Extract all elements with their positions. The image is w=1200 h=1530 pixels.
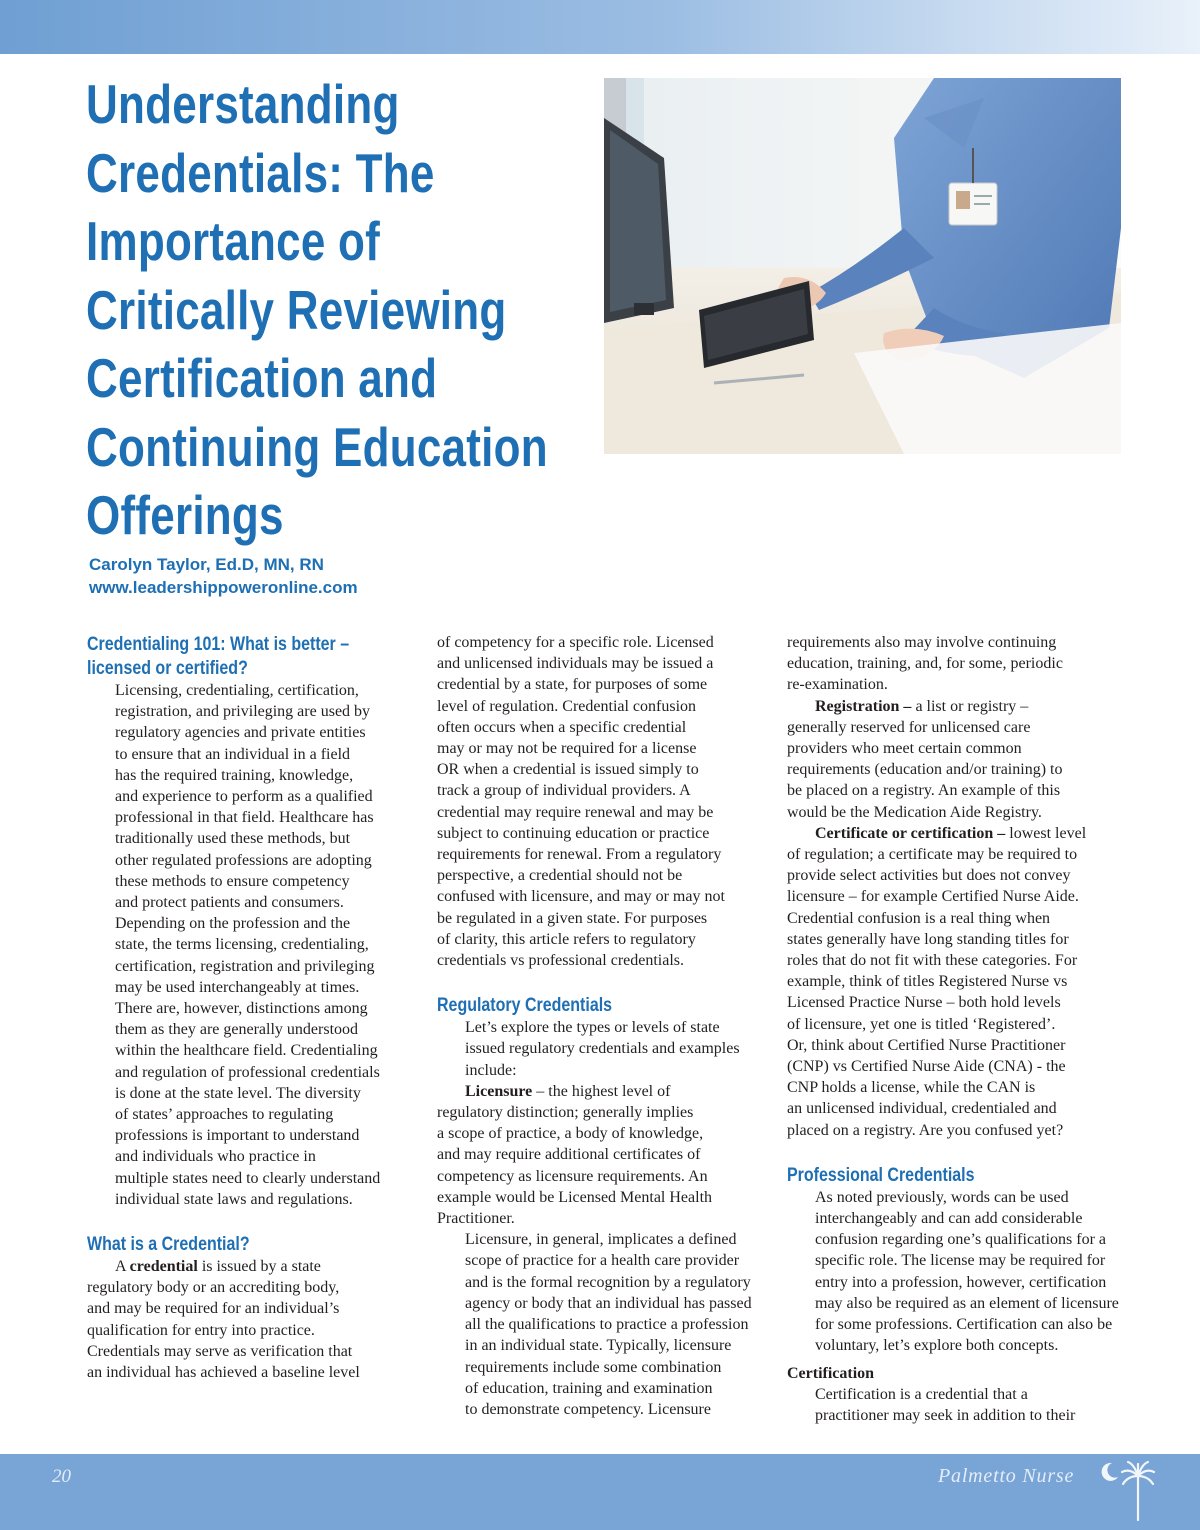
crescent-moon-icon [1098, 1460, 1120, 1489]
heading-credentialing-101: Credentialing 101: What is better – licensed or certified? [87, 633, 350, 679]
paragraph: Registration – a list or registry – generally reserved for unlicensed care providers who meet certain common requirements (education and/or training) to be placed on a registry. An example of this would be the Medication Aide Registry. [787, 697, 1063, 821]
paragraph: A credential is issued by a state regulatory body or an accrediting body, and may be required for an individual’s qualification for entry into practice. Credentials may serve as verification that an individual has achieved a baseline level [87, 1258, 360, 1382]
paragraph: As noted previously, words can be used interchangeably and can add considerable confusion regarding one’s qualifications for a specific role. The license may be required for entry into a profession, however, certification may also be required as an element of licensure for some professions. Certification can also be voluntary, let’s explore both concepts. [815, 1188, 1119, 1355]
heading-regulatory-credentials: Regulatory Credentials [437, 994, 613, 1017]
paragraph: Certification is a credential that a practitioner may seek in addition to their [815, 1385, 1076, 1424]
top-banner [0, 0, 1200, 54]
paragraph: Certificate or certification – lowest level of regulation; a certificate may be required to provide select activities but does not convey licensure – for example Certified Nurse Aide. Credential confusion is a real thing when states generally have long standing titles for roles that do not fit with these categories. For example, think of titles Registered Nurse vs Licensed Practice Nurse – both hold levels of licensure, yet one is titled ‘Registered’. Or, think about Certified Nurse Practitioner (CNP) vs Certified Nurse Aide (CNA) - the CNP holds a license, while the CAN is an unlicensed individual, credentialed and placed on a registry. Are you confused yet? [787, 824, 1087, 1139]
column-3 [787, 632, 1117, 1426]
column-1 [87, 632, 403, 1383]
author-name: Carolyn Taylor, Ed.D, MN, RN [89, 555, 324, 574]
paragraph: requirements also may involve continuing education, training, and, for some, periodic re-examination. [787, 634, 1063, 694]
paragraph: Let’s explore the types or levels of state issued regulatory credentials and examples include: [465, 1019, 740, 1079]
heading-what-is-a-credential: What is a Credential? [87, 1233, 250, 1256]
author-byline [89, 553, 358, 599]
paragraph: Licensure – the highest level of regulatory distinction; generally implies a scope of practice, a body of knowledge, and may require additional certificates of competency as licensure requirements. An example would be Licensed Mental Health Practitioner. [437, 1082, 713, 1228]
page-number: 20 [52, 1466, 71, 1487]
paragraph: Licensing, credentialing, certification, registration, and privileging are used by regulatory agencies and private entities to ensure that an individual in a field has the required training, knowledge, and experience to perform as a qualified professional in that field. Healthcare has traditionally used these methods, but other regulated professions are adopting these methods to ensure competency and protect patients and consumers. Depending on the profession and the state, the terms licensing, credentialing, certification, registration and privileging may be used interchangeably at times. There are, however, distinctions among them as they are generally understood within the healthcare field. Credentialing and regulation of professional credentials is done at the state level. The diversity of states’ approaches to regulating professions is important to understand and individuals who practice in multiple states need to clearly understand individual state laws and regulations. [115, 682, 381, 1208]
article-title: Understanding Credentials: The Importance of Critically Reviewing Certification and Continuing Education Offerings [86, 73, 548, 546]
paragraph: Licensure, in general, implicates a defined scope of practice for a health care provider and is the formal recognition by a regulatory agency or body that an individual has passed all the qualifications to practice a profession in an individual state. Typically, licensure requirements include some combination of education, training and examination to demonstrate competency. Licensure [465, 1231, 752, 1418]
heading-professional-credentials: Professional Credentials [787, 1163, 975, 1186]
column-2 [437, 632, 767, 1420]
palmetto-tree-icon [1120, 1460, 1156, 1529]
paragraph: of competency for a specific role. Licensed and unlicensed individuals may be issued a credential by a state, for purposes of some level of regulation. Credential confusion often occurs when a specific credential may or may not be required for a license OR when a credential is issued simply to track a group of individual providers. A credential may require renewal and may be subject to continuing education or practice requirements for renewal. From a regulatory perspective, a credential should not be confused with licensure, and may or may not be regulated in a given state. For purposes of clarity, this article refers to regulatory credentials vs professional credentials. [437, 634, 725, 970]
subheading-certification: Certification [787, 1364, 875, 1382]
nurse-at-computer-photo [604, 78, 1121, 454]
magazine-name: Palmetto Nurse [938, 1465, 1075, 1487]
author-website[interactable]: www.leadershippoweronline.com [89, 578, 358, 597]
